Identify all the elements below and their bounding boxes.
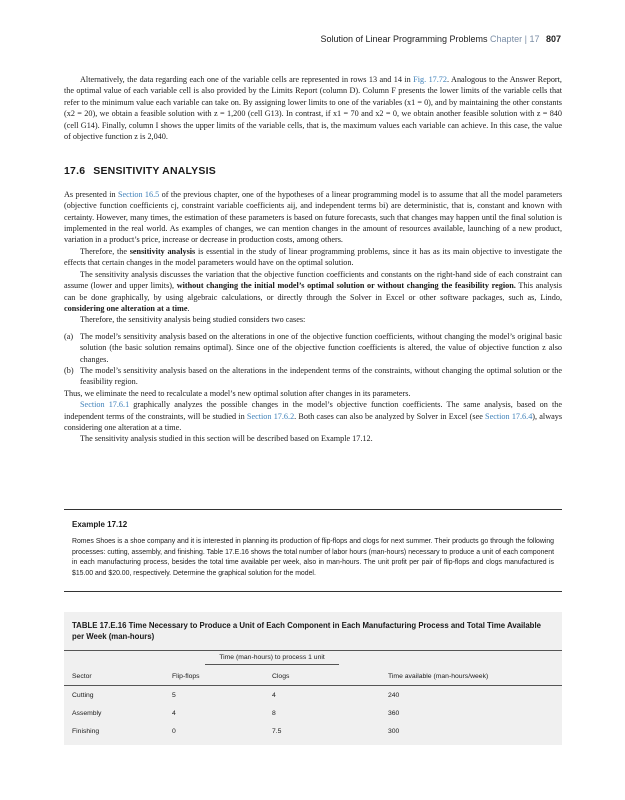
list-item: (b) The model’s sensitivity analysis based on the alterations in the independent terms of the constraints, without changing the optimal solution or the feasibility region.	[64, 365, 562, 387]
table-row: Cutting 5 4 240	[72, 691, 400, 699]
section-title: SENSITIVITY ANALYSIS	[93, 165, 216, 178]
section-link-17-6-4[interactable]: Section 17.6.4	[485, 411, 533, 421]
running-header: Solution of Linear Programming Problems Chapter | 17 807	[320, 34, 561, 44]
section-paragraph-4: Therefore, the sensitivity analysis being studied considers two cases:	[80, 315, 306, 325]
column-header: Flip-flops	[164, 667, 264, 686]
section-link-17-6-2[interactable]: Section 17.6.2	[246, 411, 295, 421]
section-paragraph-6: Section 17.6.1 graphically analyzes the possible changes in the model’s objective function coefficients. The same analysis, based on the independent terms of the constraints, will be studied in Section 17.6.2. Both cases can also be analyzed by Solver in Excel (see Section 17.6.4), always considering one alteration at a time.	[64, 400, 563, 432]
chapter-number: 17	[529, 34, 540, 44]
main-text	[64, 74, 562, 445]
section-link-16-5[interactable]: Section 16.5	[117, 189, 160, 199]
page-number: 807	[545, 34, 561, 44]
chapter-label: Chapter	[490, 34, 523, 44]
section-number: 17.6	[64, 165, 86, 178]
section-paragraph-5: Thus, we eliminate the need to recalculate a model’s new optimal solution after changes in its parameters.	[64, 388, 411, 398]
example-text: Romes Shoes is a shoe company and it is interested in planning its production of flip-flops and clogs for next summer. Their products go through the following processes: cutting, assembly, and finishing. Table 17.E.16 shows the total number of labor hours (man-hours) necessary to produce a unit of each component in each manufacturing process, besides the total time available per week, also in man-hours. The unit profit per pair of flip-flops and clogs manufactured is $15.00 and $20.00, respectively. Determine the graphical solution for the model.	[72, 538, 554, 577]
example-title: Example 17.12	[72, 520, 128, 529]
column-header: Clogs	[264, 667, 380, 686]
section-paragraph-1: As presented in Section 16.5 of the previous chapter, one of the hypotheses of a linear programming model is to assume that all the model parameters (objective function coefficients cj, constraint variable coefficients aij, and independent terms bi) are deterministic, that is, constant and known with certainty. However, many times, the estimation of these parameters is based on future forecasts, such that changes may happen until the final solution is implemented in the real world. As examples of changes, we can mention changes in the amount of resources available, launching of a new product, variation in a product’s price, increase or decrease in production costs, among others.	[64, 189, 562, 245]
column-header: Time available (man-hours/week)	[380, 667, 562, 686]
table-row: Finishing 0 7.5 300	[72, 727, 400, 735]
running-title: Solution of Linear Programming Problems	[320, 34, 488, 44]
section-link-17-6-1[interactable]: Section 17.6.1	[80, 400, 130, 410]
figure-link[interactable]: Fig. 17.72	[413, 75, 447, 84]
intro-paragraph: Alternatively, the data regarding each one of the variable cells are represented in rows 13 and 14 in Fig. 17.72. Analogous to the Answer Report, the optimal value of each variable cell is also provided by the Limits Report (column D). Column F presents the lower limits of the variable cells that refer to the minimum value each variable can take on. By assigning lower limits to one of the variables (x1 = 0), and by maintaining the other constants (x2 = 20), we obtain a feasible solution with z = 1,200 (cell G13). In contrast, if x1 = 70 and x2 = 0, we obtain another feasible solution with z = 840 (cell G14). Finally, column I shows the upper limits of the variable cells, that is, the maximum values each variable can achieve. In this case, the value of objective function z is 2,040.	[64, 75, 562, 142]
span-header: Time (man-hours) to process 1 unit	[164, 651, 380, 668]
table-block	[64, 612, 562, 745]
column-header: Sector	[64, 667, 164, 686]
example-box	[64, 509, 562, 592]
section-paragraph-3: The sensitivity analysis discusses the variation that the objective function coefficients and constants on the right-hand side of each constraint can assume (lower and upper limits), without changing the initial model’s optimal solution or without changing the feasibility region. This analysis can be done graphically, by using algebraic calculations, or directly through the Solver in Excel or other software packages, such as, Lindo, considering one alteration at a time.	[64, 269, 562, 313]
section-heading	[64, 166, 562, 177]
data-table	[64, 650, 562, 740]
case-list	[64, 331, 562, 388]
section-paragraph-7: The sensitivity analysis studied in this section will be described based on Example 17.12.	[80, 434, 373, 444]
table-row: Assembly 4 8 360	[72, 709, 400, 717]
table-title: TABLE 17.E.16 Time Necessary to Produce a Unit of Each Component in Each Manufacturing Process and Total Time Available per Week (man-hours)	[72, 621, 541, 641]
list-item: (a) The model’s sensitivity analysis based on the alterations in one of the objective function coefficients, without changing the model’s original basic solution (the basic solution remains optimal). Since one of the objective function coefficients is altered, the value of objective function z also changes.	[64, 331, 562, 364]
section-paragraph-2: Therefore, the sensitivity analysis is essential in the study of linear programming problems, since it has as its main objective to investigate the effects that certain changes in the model parameters would have on the optimal solution.	[64, 246, 562, 268]
